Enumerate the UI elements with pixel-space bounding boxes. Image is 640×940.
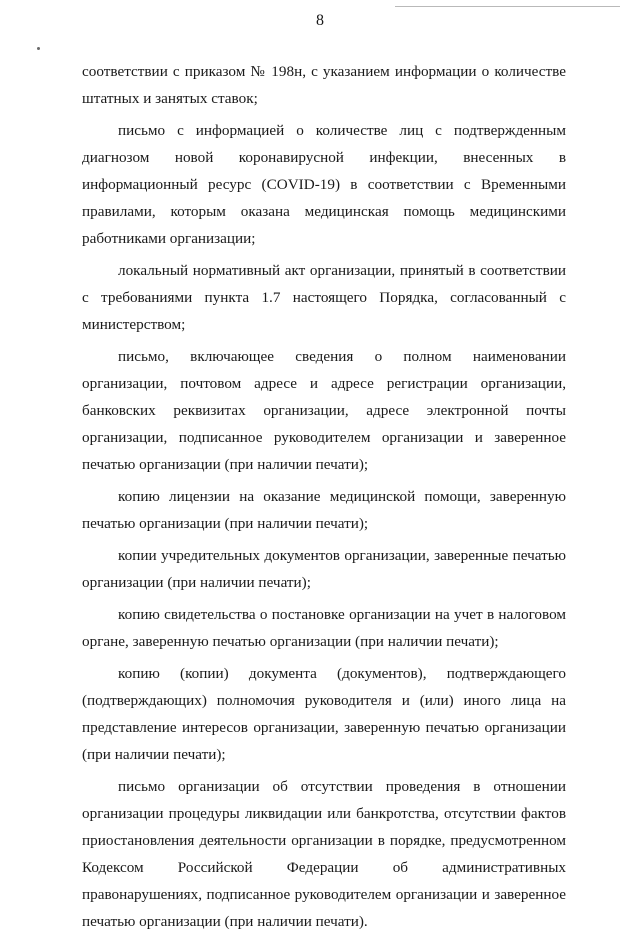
top-edge-rule <box>395 6 620 7</box>
paragraph-covid-letter: письмо с информацией о количестве лиц с подтвержденным диагнозом новой коронавирусной инфекции, внесенных в информационный ресурс (COVID-19) в соответствии с Временными правилами, которым оказана медицинская помощь медицинскими работниками организации; <box>82 122 566 247</box>
paragraph-license-copy: копию лицензии на оказание медицинской помощи, заверенную печатью организации (при наличии печати); <box>82 488 566 532</box>
paragraph-continuation: соответствии с приказом № 198н, с указанием информации о количестве штатных и занятых ставок; <box>82 63 566 107</box>
paragraph-founding-documents: копии учредительных документов организации, заверенные печатью организации (при наличии печати); <box>82 547 566 591</box>
document-body <box>82 58 566 940</box>
paragraph-tax-certificate: копию свидетельства о постановке организации на учет в налоговом органе, заверенную печатью организации (при наличии печати); <box>82 606 566 650</box>
paragraph-no-liquidation-letter: письмо организации об отсутствии проведения в отношении организации процедуры ликвидации или банкротства, отсутствии фактов приостановления деятельности организации в порядке, предусмотренном Кодексом Российской Федерации об административных правонарушениях, подписанное руководителем организации и заверенное печатью организации (при наличии печати). <box>82 778 566 930</box>
page-number: 8 <box>316 12 324 29</box>
scan-speck <box>37 47 40 50</box>
paragraph-local-act: локальный нормативный акт организации, принятый в соответствии с требованиями пункта 1.7 настоящего Порядка, согласованный с министерством; <box>82 262 566 333</box>
paragraph-authority-document: копию (копии) документа (документов), подтверждающего (подтверждающих) полномочия руководителя и (или) иного лица на представление интересов организации, заверенную печатью организации (при наличии печати); <box>82 665 566 763</box>
paragraph-org-details-letter: письмо, включающее сведения о полном наименовании организации, почтовом адресе и адресе регистрации организации, банковских реквизитах организации, адресе электронной почты организации, подписанное руководителем организации и заверенное печатью организации (при наличии печати); <box>82 348 566 473</box>
